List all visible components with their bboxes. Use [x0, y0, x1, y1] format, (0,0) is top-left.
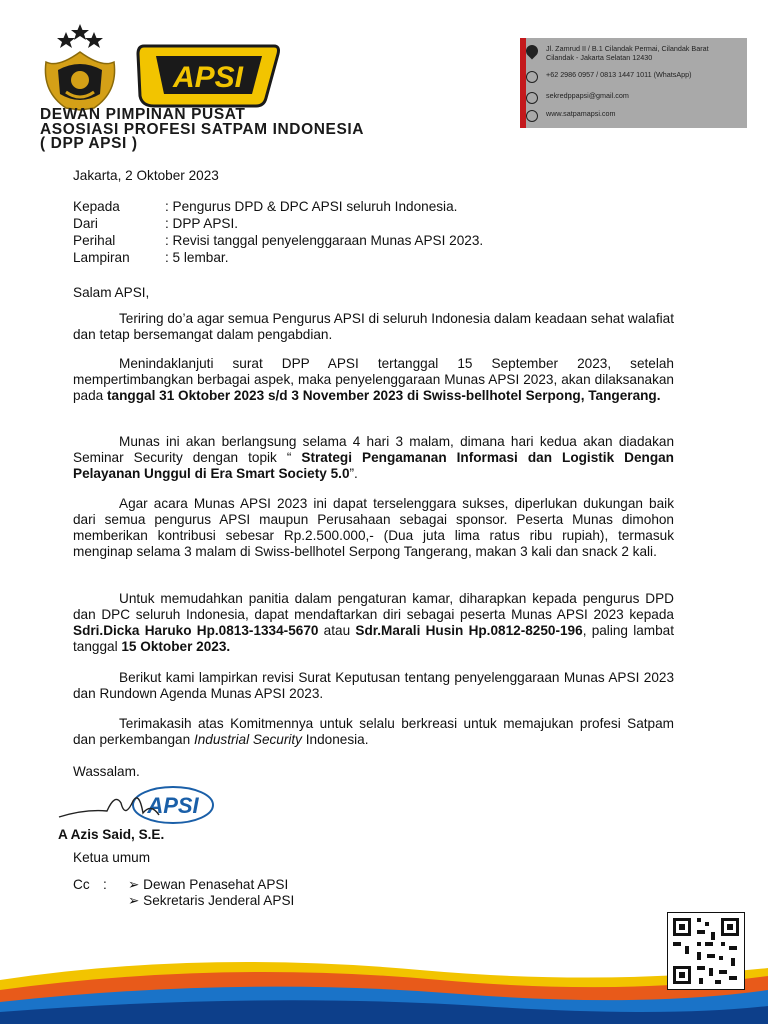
- paragraph-5: Untuk memudahkan panitia dalam pengaturan kamar, diharapkan kepada pengurus DPD dan DPC seluruh Indonesia, dapat mendaftarkan diri sebagai peserta Munas APSI 2023 kepada Sdri.Dicka Haruko Hp.0813-1334-5670 atau Sdr.Marali Husin Hp.0812-8250-196, paling lambat tanggal 15 Oktober 2023.: [73, 591, 674, 654]
- svg-text:APSI: APSI: [147, 793, 199, 818]
- apsi-logo: [134, 40, 284, 110]
- signer-name: A Azis Said, S.E.: [58, 827, 165, 842]
- org-name-line3: ( DPP APSI ): [40, 135, 138, 152]
- cc-item: ➢ Sekretaris Jenderal APSI: [128, 893, 295, 908]
- paragraph-1: Teriring do’a agar semua Pengurus APSI di seluruh Indonesia dalam keadaan sehat walafiat dan tetap bersemangat dalam pengabdian.: [73, 311, 674, 342]
- paragraph-3: Munas ini akan berlangsung selama 4 hari 3 malam, dimana hari kedua akan diadakan Seminar Security dengan topik “ Strategi Pengamanan Informasi dan Logistik Dengan Pelayanan Unggul di Era Smart Society 5.0”.: [73, 434, 674, 481]
- paragraph-7: Terimakasih atas Komitmennya untuk selalu berkreasi untuk memajukan profesi Satpam dan perkembangan Industrial Security Indonesia.: [73, 716, 674, 747]
- cc-list: [128, 877, 294, 909]
- org-name-line1: DEWAN PIMPINAN PUSAT: [40, 106, 246, 123]
- meta-value: : 5 lembar.: [165, 250, 229, 265]
- meta-value: : Pengurus DPD & DPC APSI seluruh Indonesia.: [165, 199, 458, 214]
- contact-box: [520, 38, 747, 128]
- phone-icon: [526, 71, 538, 83]
- letter-date: Jakarta, 2 Oktober 2023: [73, 168, 219, 183]
- contact-email: sekredppapsi@gmail.com: [546, 92, 629, 101]
- map-pin-icon: [524, 43, 541, 60]
- cc-item: ➢ Dewan Penasehat APSI: [128, 877, 289, 892]
- cc-label: Cc: [73, 877, 90, 892]
- cc-colon: :: [103, 877, 107, 892]
- salutation: Salam APSI,: [73, 285, 150, 300]
- paragraph-4: Agar acara Munas APSI 2023 ini dapat terselenggara sukses, diperlukan dukungan baik dari semua pengurus APSI maupun Perusahaan sebagai sponsor. Peserta Munas dimohon memberikan kontribusi sebesar Rp.2.500.000,- (Dua juta lima ratus ribu rupiah), termasuk menginap selama 3 malam di Swiss-bellhotel Serpong Tangerang, makan 3 kali dan snack 2 kali.: [73, 496, 674, 559]
- email-icon: [526, 92, 538, 104]
- arrow-bullet-icon: ➢: [128, 877, 144, 892]
- meta-label: Lampiran: [73, 250, 130, 265]
- meta-label: Perihal: [73, 233, 116, 248]
- footer-wave: [0, 950, 768, 1024]
- contact-address: Jl. Zamrud II / B.1 Cilandak Permai, Cilandak Barat Cilandak - Jakarta Selatan 12430: [546, 45, 709, 62]
- arrow-bullet-icon: ➢: [128, 893, 144, 908]
- paragraph-2: Menindaklanjuti surat DPP APSI tertanggal 15 September 2023, setelah mempertimbangkan berbagai aspek, maka penyelenggaraan Munas APSI 2023, akan dilaksanakan pada tanggal 31 Oktober 2023 s/d 3 November 2023 di Swiss-bellhotel Serpong, Tangerang.: [73, 356, 674, 403]
- paragraph-6: Berikut kami lampirkan revisi Surat Keputusan tentang penyelenggaraan Munas APSI 2023 dan Rundown Agenda Munas APSI 2023.: [73, 670, 674, 701]
- polri-emblem: [36, 22, 124, 112]
- org-name-line2: ASOSIASI PROFESI SATPAM INDONESIA: [40, 121, 365, 138]
- svg-text:APSI: APSI: [172, 61, 244, 94]
- closing: Wassalam.: [73, 764, 140, 779]
- signer-title: Ketua umum: [73, 850, 151, 865]
- qr-code: [667, 912, 745, 990]
- meta-value: : Revisi tanggal penyelenggaraan Munas APSI 2023.: [165, 233, 484, 248]
- contact-phone: +62 2986 0957 / 0813 1447 1011 (WhatsApp): [546, 71, 692, 80]
- meta-label: Kepada: [73, 199, 120, 214]
- meta-value: : DPP APSI.: [165, 216, 239, 231]
- contact-website: www.satpamapsi.com: [546, 110, 616, 119]
- signature-stamp: [55, 783, 215, 833]
- globe-icon: [526, 110, 538, 122]
- letter-meta: [0, 199, 768, 269]
- meta-label: Dari: [73, 216, 98, 231]
